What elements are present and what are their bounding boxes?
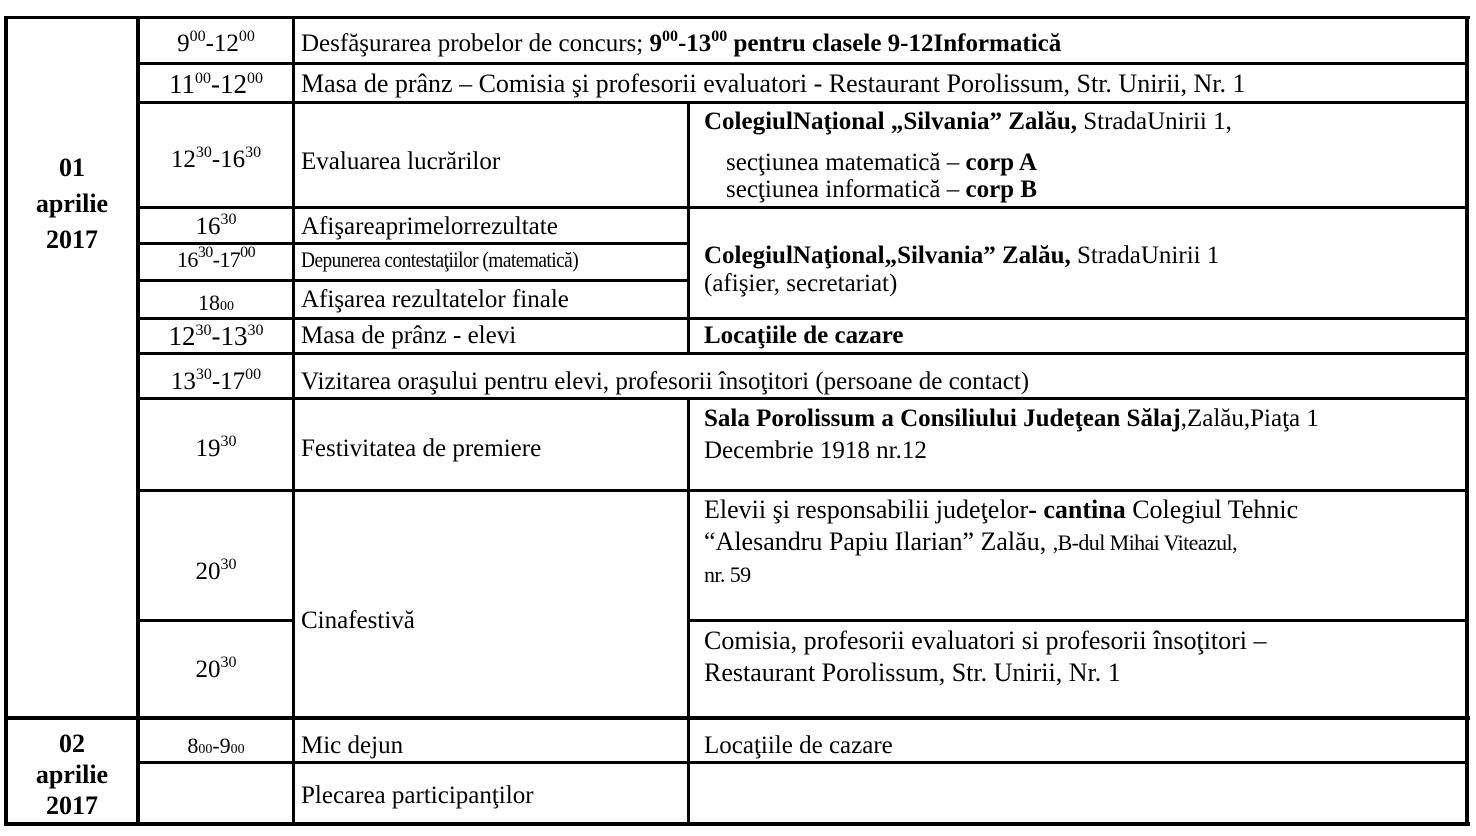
day-2-month: aprilie xyxy=(35,760,109,789)
day-1-day: 01 xyxy=(59,153,85,182)
table-row-activity: Masa de prânz – Comisia şi profesorii evaluatori - Restaurant Porolissum, Str. Unirii, Nr. 1 xyxy=(301,69,1246,98)
row-line xyxy=(136,317,1469,320)
table-row-activity: Evaluarea lucrărilor xyxy=(301,148,501,175)
day-2-day: 02 xyxy=(59,729,85,758)
table-row-activity: Festivitatea de premiere xyxy=(301,435,542,462)
table-row-location: Elevii şi responsabilii judeţelor- cantina Colegiul Tehnic “Alesandru Papiu Ilarian” Zalău, ,B-dul Mihai Viteazul, nr. 59 xyxy=(704,495,1299,587)
table-row-time: 1800 xyxy=(198,290,234,315)
table-row-activity: Afişarea rezultatelor finale xyxy=(301,286,569,313)
col-divider-2 xyxy=(292,16,295,826)
table-row-activity: Plecarea participanţilor xyxy=(301,782,534,809)
row-line xyxy=(136,397,1469,400)
table-row-time: $9^{00}-12^{00}$ xyxy=(177,28,255,57)
day-2-date xyxy=(8,728,136,821)
day-1-date xyxy=(8,150,136,258)
table-border-left xyxy=(4,16,8,826)
table-row-time: 800-900 xyxy=(187,733,245,758)
row-line xyxy=(136,279,689,282)
table-row-location: ColegiulNaţional „Silvania” Zalău, StradaUnirii 1, secţiunea matematică – corp A secţiunea informatică – corp B xyxy=(704,108,1232,203)
table-row-activity: Depunerea contestaţiilor (matematică) xyxy=(301,247,579,272)
row-line xyxy=(136,761,1469,764)
table-row-activity: Cinafestivă xyxy=(301,607,415,634)
row-line xyxy=(136,101,1469,104)
day-2-year: 2017 xyxy=(46,791,98,820)
row-line xyxy=(136,206,1469,209)
table-row-time: $11^{00}-12^{00}$ xyxy=(169,69,263,99)
row-line xyxy=(687,619,1469,622)
table-row-time: $20^{30}$ xyxy=(195,654,237,683)
table-row-time: $20^{30}$ xyxy=(195,556,237,585)
table-row-time: $12^{30}-16^{30}$ xyxy=(170,144,262,173)
table-row-activity: Masa de prânz - elevi xyxy=(301,322,517,349)
table-row-location: Locaţiile de cazare xyxy=(704,732,893,759)
row-line xyxy=(136,619,292,622)
table-border-bottom xyxy=(4,822,1470,826)
table-border-right xyxy=(1465,16,1469,826)
row-line xyxy=(136,62,1469,65)
table-row-activity: Desfăşurarea probelor de concurs; $9^{00}-13^{00}$ pentru clasele 9-12Informatică xyxy=(301,28,1062,57)
table-row-time: $13^{30}-17^{00}$ xyxy=(170,366,262,395)
day-1-year: 2017 xyxy=(46,225,98,254)
col-divider-1 xyxy=(136,16,140,826)
table-row-time: $16^{30}-17^{00}$ xyxy=(177,244,255,272)
table-row-location: Locaţiile de cazare xyxy=(704,322,904,349)
day-divider xyxy=(4,716,1470,720)
table-row-location: Comisia, profesorii evaluatori si profesorii însoţitori – Restaurant Porolissum, Str. Unirii, Nr. 1 xyxy=(704,626,1267,687)
table-row-location: Sala Porolissum a Consiliului Judeţean Sălaj,Zalău,Piaţa 1 Decembrie 1918 nr.12 xyxy=(704,405,1319,464)
row-line xyxy=(136,489,1469,492)
table-row-activity: Vizitarea oraşului pentru elevi, profesorii însoţitori (persoane de contact) xyxy=(301,368,1030,395)
table-row-time: $12^{30}-13^{30}$ xyxy=(168,321,264,351)
row-line xyxy=(136,242,689,245)
table-row-time: $16^{30}$ xyxy=(195,211,237,240)
table-border-top xyxy=(4,16,1470,19)
day-1-month: aprilie xyxy=(35,189,109,218)
table-row-activity: Mic dejun xyxy=(301,732,404,759)
table-row-time: $19^{30}$ xyxy=(195,433,237,462)
table-row-activity: Afişareaprimelorrezultate xyxy=(301,213,558,240)
row-line xyxy=(136,352,1469,355)
table-row-location: ColegiulNaţional„Silvania” Zalău, StradaUnirii 1 (afişier, secretariat) xyxy=(704,242,1220,297)
